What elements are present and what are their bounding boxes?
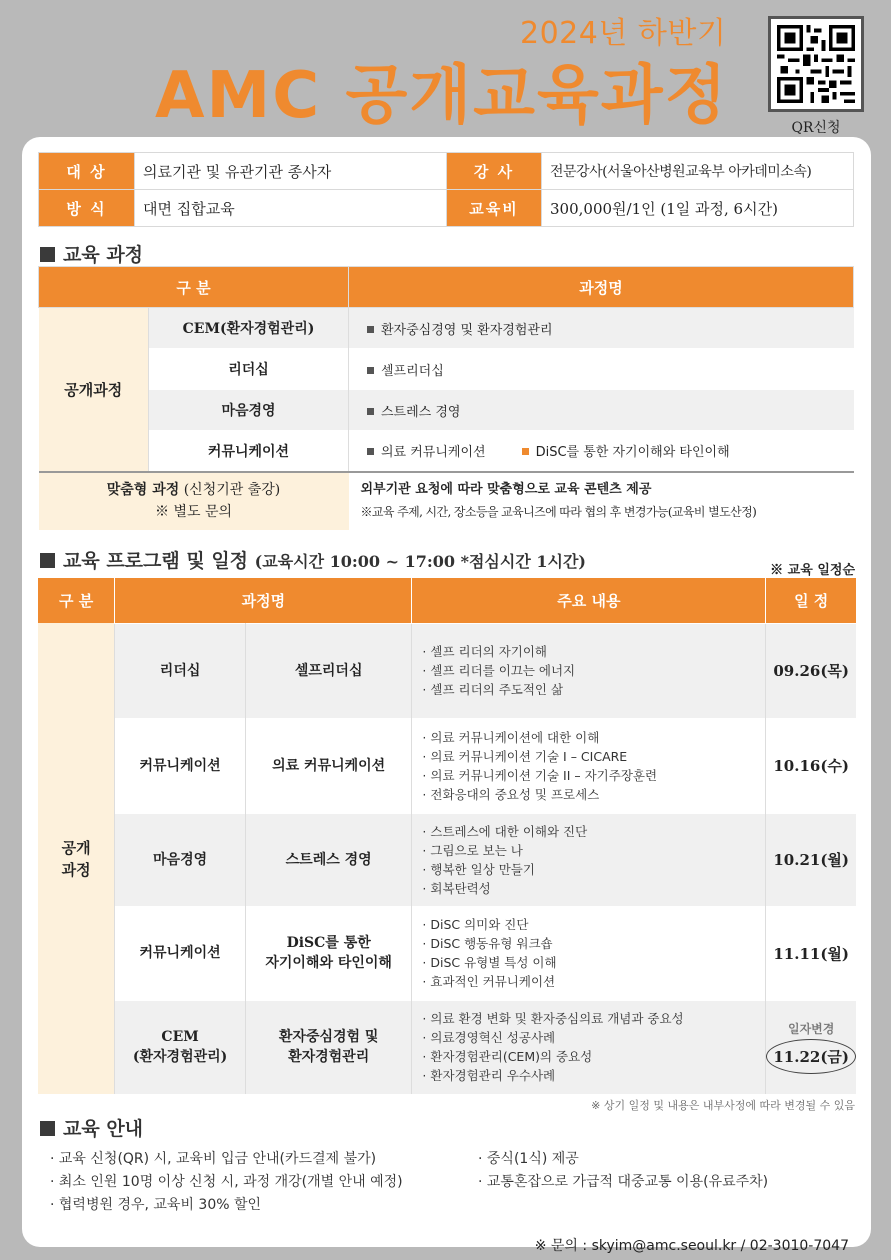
program-course: DiSC를 통한 자기이해와 타인이해 xyxy=(245,906,412,1000)
header-title: AMC 공개교육과정 xyxy=(155,59,729,133)
custom-course-cell: 맞춤형 과정 (신청기관 출강) ※ 별도 문의 xyxy=(39,472,349,530)
bullet-icon xyxy=(367,367,374,374)
guide-item: · 교육 신청(QR) 시, 교육비 입금 안내(카드결제 불가) xyxy=(50,1151,377,1167)
program-col-category: 구 분 xyxy=(38,578,115,623)
course-col-name: 과정명 xyxy=(349,267,854,308)
fee-value: 300,000원/1인 (1일 과정, 6시간) xyxy=(542,190,854,227)
qr-code-icon xyxy=(777,25,855,103)
date-changed-stamp: 일자변경 xyxy=(787,1022,835,1037)
guide-item: · 협력병원 경우, 교육비 30% 할인 xyxy=(50,1197,262,1213)
program-table xyxy=(38,578,856,1094)
program-col-content: 주요 내용 xyxy=(412,578,766,623)
course-item: 스트레스 경영 xyxy=(349,390,854,431)
course-col-category: 구 분 xyxy=(39,267,349,308)
program-course: 환자중심경험 및 환자경험관리 xyxy=(245,1000,412,1094)
bullet-icon xyxy=(367,408,374,415)
program-area: 커뮤니케이션 xyxy=(115,906,246,1000)
program-date: 11.22(금) xyxy=(766,1039,856,1074)
schedule-order-note: ※ 교육 일정순 xyxy=(770,563,855,578)
course-public-label: 공개과정 xyxy=(39,308,149,472)
header-subtitle: 2024년 하반기 xyxy=(520,16,727,51)
target-label: 대 상 xyxy=(39,153,135,190)
info-table xyxy=(38,152,854,227)
course-section-title: 교육 과정 xyxy=(40,240,143,267)
program-col-name: 과정명 xyxy=(115,578,412,623)
course-item: 셀프리더십 xyxy=(349,349,854,390)
square-bullet-icon xyxy=(40,553,55,568)
guide-item: · 중식(1식) 제공 xyxy=(478,1151,579,1167)
course-item: 의료 커뮤니케이션 DiSC를 통한 자기이해와 타인이해 xyxy=(349,431,854,472)
program-area: 마음경영 xyxy=(115,813,246,906)
program-area: 커뮤니케이션 xyxy=(115,718,246,813)
program-date: 10.16(수) xyxy=(766,718,856,813)
target-value: 의료기관 및 유관기관 종사자 xyxy=(135,153,447,190)
program-public-label: 공개 과정 xyxy=(38,623,115,1094)
orange-bullet-icon xyxy=(522,448,529,455)
course-sub-mind: 마음경영 xyxy=(149,390,349,431)
program-course: 셀프리더십 xyxy=(245,623,412,718)
custom-course-desc: 외부기관 요청에 따라 맞춤형으로 교육 콘텐츠 제공 ※교육 주제, 시간, 장소등을 교육니즈에 따라 협의 후 변경가능(교육비 별도산정) xyxy=(349,472,854,530)
method-label: 방 식 xyxy=(39,190,135,227)
program-contents: · 셀프 리더의 자기이해 · 셀프 리더를 이끄는 에너지 · 셀프 리더의 주도적인 삶 xyxy=(412,623,766,718)
fee-label: 교육비 xyxy=(447,190,542,227)
program-col-date: 일 정 xyxy=(766,578,856,623)
program-area: CEM (환자경험관리) xyxy=(115,1000,246,1094)
course-sub-cem: CEM(환자경험관리) xyxy=(149,308,349,349)
program-date: 11.11(월) xyxy=(766,906,856,1000)
course-sub-communication: 커뮤니케이션 xyxy=(149,431,349,472)
course-table xyxy=(38,266,854,530)
program-area: 리더십 xyxy=(115,623,246,718)
program-contents: · 의료 커뮤니케이션에 대한 이해 · 의료 커뮤니케이션 기술 I – CICARE · 의료 커뮤니케이션 기술 II – 자기주장훈련 · 전화응대의 중요성 및 프로세스 xyxy=(412,718,766,813)
course-sub-leadership: 리더십 xyxy=(149,349,349,390)
program-contents: · 의료 환경 변화 및 환자중심의료 개념과 중요성 · 의료경영혁신 성공사례 · 환자경험관리(CEM)의 중요성 · 환자경험관리 우수사례 xyxy=(412,1000,766,1094)
instructor-value: 전문강사(서울아산병원교육부 아카데미소속) xyxy=(542,153,854,190)
contact-info: ※ 문의 : skyim@amc.seoul.kr / 02-3010-7047 xyxy=(534,1238,849,1254)
program-course: 의료 커뮤니케이션 xyxy=(245,718,412,813)
program-course: 스트레스 경영 xyxy=(245,813,412,906)
qr-caption: QR신청 xyxy=(791,120,841,136)
course-item: 환자중심경영 및 환자경험관리 xyxy=(349,308,854,349)
instructor-label: 강 사 xyxy=(447,153,542,190)
square-bullet-icon xyxy=(40,247,55,262)
program-section-title: 교육 프로그램 및 일정 (교육시간 10:00 ~ 17:00 *점심시간 1시간) xyxy=(40,546,586,573)
guide-item: · 교통혼잡으로 가급적 대중교통 이용(유료주차) xyxy=(478,1174,769,1190)
program-date-changed xyxy=(766,1000,856,1094)
square-bullet-icon xyxy=(40,1121,55,1136)
program-date: 09.26(목) xyxy=(766,623,856,718)
program-contents: · DiSC 의미와 진단 · DiSC 행동유형 워크숍 · DiSC 유형별 특성 이해 · 효과적인 커뮤니케이션 xyxy=(412,906,766,1000)
schedule-footnote: ※ 상기 일정 및 내용은 내부사정에 따라 변경될 수 있음 xyxy=(591,1099,855,1112)
qr-code[interactable] xyxy=(768,16,864,112)
program-contents: · 스트레스에 대한 이해와 진단 · 그림으로 보는 나 · 행복한 일상 만들기 · 회복탄력성 xyxy=(412,813,766,906)
guide-item: · 최소 인원 10명 이상 신청 시, 과정 개강(개별 안내 예정) xyxy=(50,1174,403,1190)
guide-section-title: 교육 안내 xyxy=(40,1114,143,1141)
bullet-icon xyxy=(367,326,374,333)
bullet-icon xyxy=(367,448,374,455)
program-date: 10.21(월) xyxy=(766,813,856,906)
method-value: 대면 집합교육 xyxy=(135,190,447,227)
